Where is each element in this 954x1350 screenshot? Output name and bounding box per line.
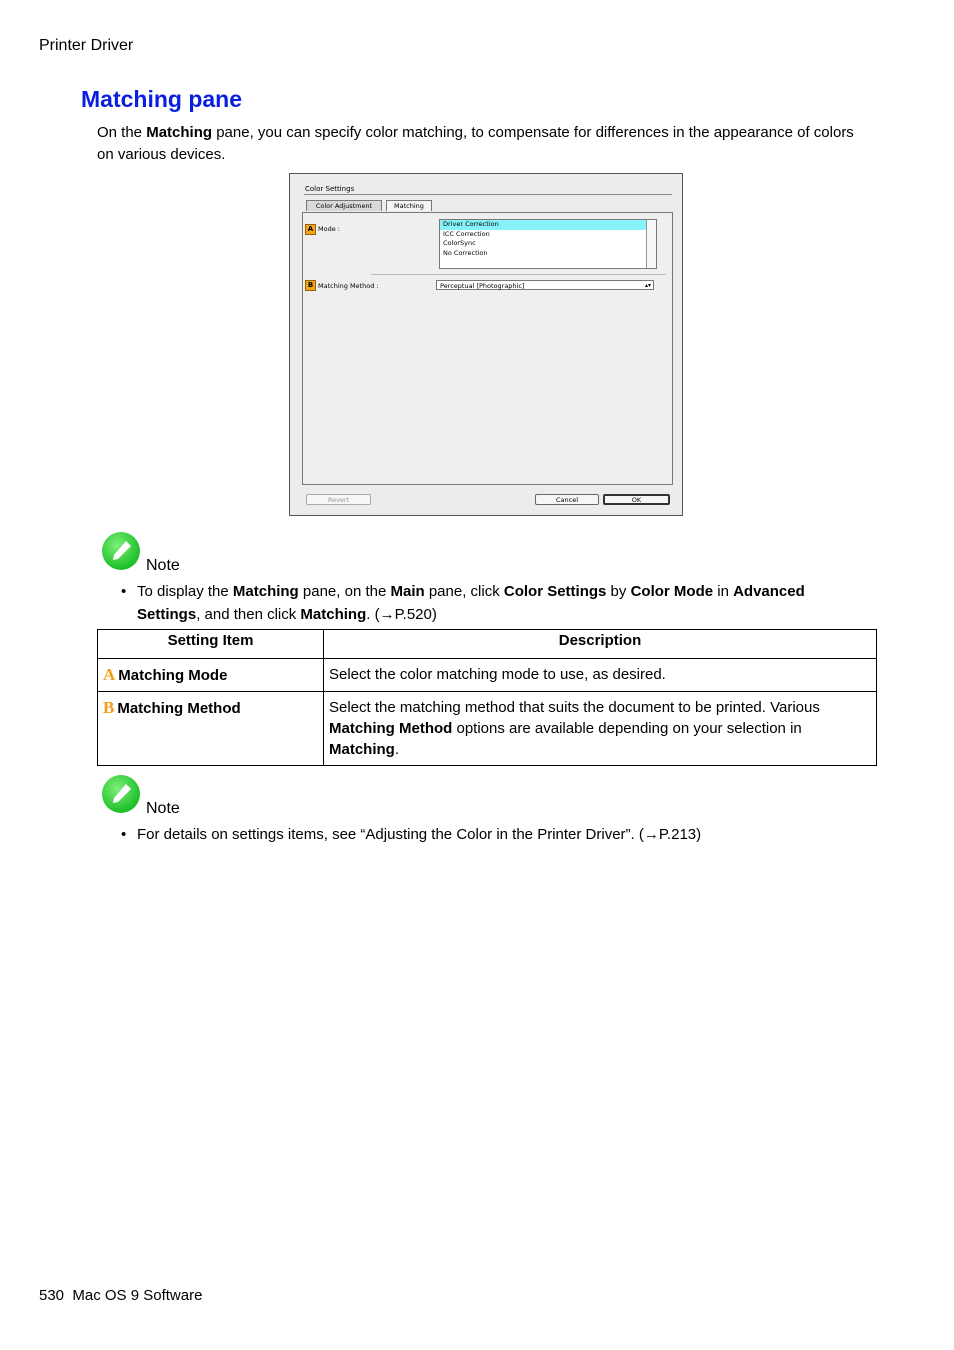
note-text-bold: Matching (300, 606, 367, 623)
footer-section: Mac OS 9 Software (72, 1287, 203, 1304)
note-text: For details on settings items, see “Adjusting the Color in the Printer Driver”. (→P.213) (137, 826, 702, 843)
description-cell: Select the color matching mode to use, as desired. (324, 659, 877, 692)
matching-pane-screenshot (289, 173, 683, 516)
cancel-button[interactable]: Cancel (535, 494, 599, 505)
column-header: Setting Item (98, 630, 324, 659)
note-text (137, 580, 872, 626)
note-text-bold: Matching (232, 583, 299, 600)
popup-arrows-icon: ▴▾ (644, 282, 651, 289)
desc-text: options are available depending on your selection in (452, 720, 802, 737)
note-label: Note (146, 800, 180, 817)
desc-text: . (394, 741, 400, 758)
table-row (98, 692, 877, 766)
matching-method-label: Matching Method : (318, 282, 379, 290)
matching-method-value: Perceptual [Photographic] (440, 282, 525, 290)
note-text-bold: Color Settings (503, 583, 607, 600)
desc-text: Select the matching method that suits the document to be printed. Various (329, 699, 820, 716)
listbox-scrollbar[interactable] (646, 220, 656, 268)
setting-item-cell (98, 692, 324, 766)
bullet-dot: • (121, 583, 127, 600)
note-bullet (121, 823, 871, 847)
note-text-part: , and then click (196, 606, 301, 623)
note-text-part: . (→P.520) (366, 606, 437, 623)
note-text-part: pane, on the (298, 583, 391, 600)
description-cell (324, 692, 877, 766)
intro-post: pane, you can specify color matching, to compensate for differences in the appearance of colors on various devices. (97, 124, 854, 163)
note-bullet (121, 580, 871, 628)
desc-bold: Matching (329, 741, 395, 758)
note-pencil-icon (102, 775, 140, 813)
setting-item-name: Matching Mode (118, 667, 228, 684)
badge-b: B (305, 280, 316, 291)
mode-label: Mode : (318, 225, 340, 233)
intro-paragraph (97, 122, 867, 166)
ok-button[interactable]: OK (603, 494, 670, 505)
intro-pre: On the (97, 124, 147, 141)
bullet-dot: • (121, 826, 127, 843)
note-text-bold: Color Mode (630, 583, 714, 600)
title-divider (304, 194, 672, 195)
tag-a: A (103, 665, 116, 684)
note-pencil-icon (102, 532, 140, 570)
note-text-part: To display the (137, 583, 233, 600)
desc-bold: Matching Method (329, 720, 453, 737)
mode-listbox[interactable] (439, 219, 657, 269)
section-title: Matching pane (81, 86, 243, 112)
setting-item-name: Matching Method (117, 700, 241, 717)
column-header: Description (324, 630, 877, 659)
running-header: Printer Driver (39, 37, 134, 54)
section-separator (371, 274, 666, 275)
note-text-bold: Advanced Settings (137, 583, 805, 623)
settings-table (97, 629, 877, 766)
list-item-colorsync[interactable]: ColorSync (443, 239, 476, 247)
note-text-part: pane, click (424, 583, 504, 600)
dialog-title: Color Settings (305, 185, 355, 193)
matching-panel (302, 212, 673, 485)
note-text-part: in (713, 583, 734, 600)
list-item-no-correction[interactable]: No Correction (443, 248, 488, 257)
tab-color-adjustment[interactable]: Color Adjustment (306, 200, 382, 211)
tab-matching[interactable]: Matching (386, 200, 432, 211)
note-text-part: by (606, 583, 631, 600)
revert-button[interactable]: Revert (306, 494, 371, 505)
note-text-bold: Main (390, 583, 425, 600)
list-item-icc-correction[interactable]: ICC Correction (443, 229, 490, 238)
table-row (98, 659, 877, 692)
badge-a: A (305, 224, 316, 235)
matching-method-popup[interactable] (436, 280, 654, 290)
tag-b: B (103, 698, 115, 717)
setting-item-cell (98, 659, 324, 692)
table-header-row (98, 630, 877, 659)
intro-bold: Matching (146, 124, 213, 141)
list-item-driver-correction[interactable]: Driver Correction (440, 220, 647, 230)
note-label: Note (146, 557, 180, 574)
page-footer (39, 1287, 202, 1304)
page-number: 530 (39, 1287, 65, 1304)
